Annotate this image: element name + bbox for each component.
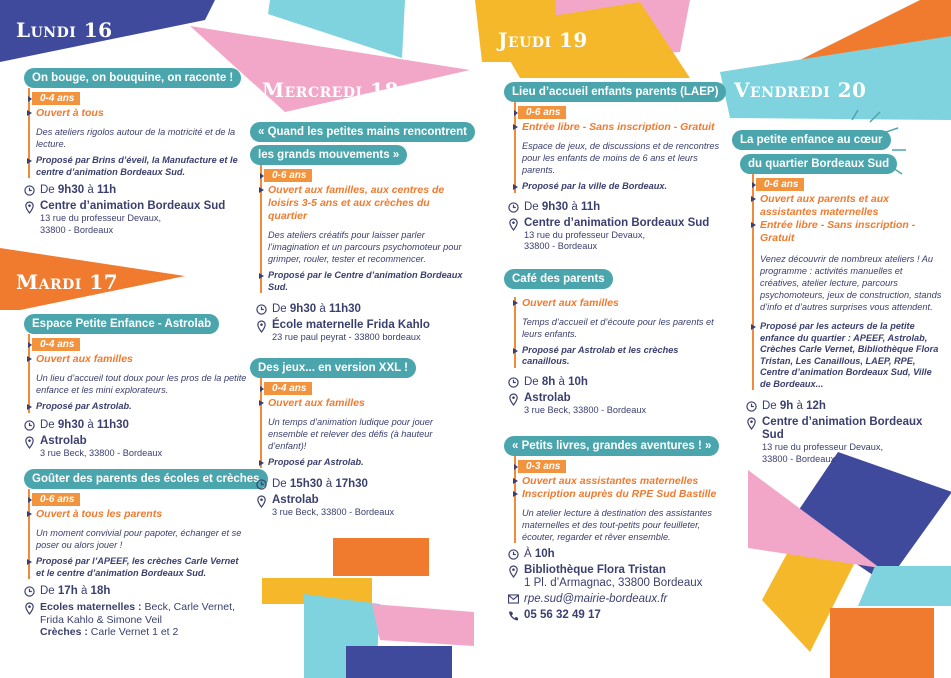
description: Temps d’accueil et d’écoute pour les parents et leurs enfants. <box>522 316 714 339</box>
audience: Ouvert aux parents et aux assistantes maternelles <box>760 193 942 219</box>
clock-icon <box>508 549 519 560</box>
schools-value: Beck, Carle Vernet, Frida Kahlo & Simone Veil <box>40 601 235 626</box>
phone-number[interactable]: 05 56 32 49 17 <box>524 609 601 621</box>
description: Venez découvrir de nombreux ateliers ! Au programme : activités manuelles et créatives, atelier lecture, parcours psychomoteurs, jeux de construction, stands d’info et d’autres surprises vous attendent. <box>760 254 942 312</box>
address-line2: 33800 - Bordeaux <box>40 224 114 235</box>
location-pin-icon <box>508 565 519 578</box>
audience: Ouvert à tous les parents <box>36 508 248 521</box>
vendredi-title-line1: La petite enfance au cœur <box>732 130 891 150</box>
location-row <box>746 416 942 465</box>
description: Un lieu d’accueil tout doux pour les pros de la petite enfance et les mini explorateurs. <box>36 373 247 395</box>
day-title-lundi: Lundi 16 <box>16 18 113 42</box>
schools-label: Ecoles maternelles : <box>40 601 142 613</box>
phone-icon <box>508 610 519 622</box>
day-title-mardi: Mardi 17 <box>16 270 119 294</box>
location-row <box>24 601 248 639</box>
vendredi-title-line2: du quartier Bordeaux Sud <box>740 154 897 174</box>
age-badge: 0-4 ans <box>32 338 80 351</box>
clock-icon <box>24 420 35 431</box>
day-title-vendredi: Vendredi 20 <box>734 78 867 102</box>
age-badge: 0-4 ans <box>264 382 312 395</box>
mardi-event1 <box>24 334 248 413</box>
proposed-by: Proposé par Astrolab. <box>36 401 248 413</box>
location-row <box>24 435 248 460</box>
email-row <box>508 593 724 605</box>
mercredi-event1-title-line2: les grands mouvements » <box>250 145 407 165</box>
clock-icon <box>24 185 35 196</box>
time-row: De 8h à 10h <box>508 376 724 388</box>
mardi-event1-title: Espace Petite Enfance - Astrolab <box>24 314 219 334</box>
audience: Ouvert aux familles <box>268 397 470 410</box>
audience: Ouvert aux familles <box>36 353 248 366</box>
envelope-icon <box>508 594 519 604</box>
address-line2: 33800 - Bordeaux <box>762 453 836 464</box>
location-row <box>508 392 724 417</box>
place-name: Centre d’animation Bordeaux Sud <box>524 216 710 229</box>
age-badge: 0-3 ans <box>518 460 566 473</box>
address-line1: 13 rue du professeur Devaux, <box>40 213 162 223</box>
proposed-by: Proposé par Astrolab et les crèches canaillous. <box>522 345 724 368</box>
audience: Ouvert à tous <box>36 107 244 120</box>
age-badge: 0-6 ans <box>32 493 80 506</box>
clock-icon <box>256 304 267 315</box>
lundi-event-title: On bouge, on bouquine, on raconte ! <box>24 68 241 88</box>
time-row: De 9h à 12h <box>746 400 942 412</box>
time-row: De 9h30 à 11h <box>24 184 244 196</box>
bottom-navy-rect <box>346 646 452 678</box>
address-line1: 1 Pl. d’Armagnac, 33800 Bordeaux <box>524 577 703 589</box>
jeudi-event2 <box>510 297 724 368</box>
place-name: Astrolab <box>40 434 87 447</box>
jeudi-column <box>504 82 724 622</box>
location-pin-icon <box>508 393 519 406</box>
entry-info: Entrée libre - Sans inscription - Gratuit <box>760 219 942 245</box>
mercredi-event1 <box>256 165 470 293</box>
location-pin-icon <box>24 602 35 615</box>
jeudi-event2-title: Café des parents <box>504 269 613 289</box>
audience: Ouvert aux assistantes maternelles <box>522 475 724 488</box>
vendredi-event <box>748 174 942 390</box>
audience: Ouvert aux familles, aux centres de loisirs 3-5 ans et aux crèches du quartier <box>268 184 470 223</box>
location-row <box>256 494 470 519</box>
vendredi-column <box>732 130 942 465</box>
time-row: De 9h30 à 11h30 <box>24 419 248 431</box>
description: Un temps d’animation ludique pour jouer ensemble et relever des défis (à hauteur d’enfant)! <box>268 416 433 451</box>
clock-icon <box>508 377 519 388</box>
clock-icon <box>24 586 35 597</box>
location-row <box>508 564 724 589</box>
lundi-event <box>24 88 244 178</box>
mercredi-column <box>250 122 470 519</box>
proposed-by: Proposé par Brins d’éveil, la Manufacture et le centre d’animation Bordeaux Sud. <box>36 155 244 178</box>
age-badge: 0-6 ans <box>518 106 566 119</box>
jeudi-event3 <box>510 456 724 543</box>
time-row: De 17h à 18h <box>24 585 248 597</box>
day-title-jeudi: Jeudi 19 <box>498 28 588 52</box>
place-name: Astrolab <box>524 391 571 404</box>
audience: Entrée libre - Sans inscription - Gratuit <box>522 121 724 134</box>
time-row: De 9h30 à 11h30 <box>256 303 470 315</box>
age-badge: 0-6 ans <box>756 178 804 191</box>
address-line1: 3 rue Beck, 33800 - Bordeaux <box>40 447 163 458</box>
jeudi-event1 <box>510 102 724 193</box>
age-badge: 0-6 ans <box>264 169 312 182</box>
place-name: École maternelle Frida Kahlo <box>272 319 430 331</box>
creches-label: Crèches : <box>40 626 88 638</box>
place-name: Bibliothèque Flora Tristan <box>524 564 666 576</box>
time-row: À 10h <box>508 548 724 560</box>
bottom-orange-rect <box>333 538 429 576</box>
description: Un atelier lecture à destination des assistantes maternelles et des tout-petits pour feuilleter, écouter, regarder et rêver ensemble. <box>522 508 712 542</box>
description: Un moment convivial pour papoter, échanger et se poser ou alors jouer ! <box>36 528 242 550</box>
lundi-column <box>24 68 244 236</box>
registration: Inscription auprès du RPE Sud Bastille <box>522 488 724 501</box>
jeudi-event1-title: Lieu d’accueil enfants parents (LAEP) <box>504 82 726 102</box>
address-line1: 23 rue paul peyrat - 33800 bordeaux <box>272 332 421 342</box>
email-link[interactable]: rpe.sud@mairie-bordeaux.fr <box>524 593 668 605</box>
jeudi-event3-title: « Petits livres, grandes aventures ! » <box>504 436 719 456</box>
proposed-by: Proposé par l’APEEF, les crèches Carle Vernet et le centre d’animation Bordeaux Sud. <box>36 556 248 579</box>
day-title-mercredi: Mercredi 18 <box>262 78 399 102</box>
place-name: Centre d’animation Bordeaux Sud <box>40 200 226 212</box>
age-badge: 0-4 ans <box>32 92 80 105</box>
mardi-column <box>24 314 260 639</box>
creches-value: Carle Vernet 1 et 2 <box>90 626 179 638</box>
description: Des ateliers rigolos autour de la motricité et de la lecture. <box>36 127 236 149</box>
address-line2: 33800 - Bordeaux <box>524 241 598 251</box>
location-pin-icon <box>746 417 757 430</box>
proposed-by: Proposé par Astrolab. <box>268 457 470 469</box>
address-line1: 3 rue Beck, 33800 - Bordeaux <box>524 404 647 415</box>
mardi-event2-title: Goûter des parents des écoles et crèches <box>24 469 268 489</box>
location-pin-icon <box>508 218 519 231</box>
proposed-by: Proposé par le Centre d’animation Bordeaux Sud. <box>268 270 470 293</box>
address-line1: 13 rue du professeur Devaux, <box>524 229 646 240</box>
location-pin-icon <box>256 495 267 508</box>
address-line1: 13 rue du professeur Devaux, <box>762 442 884 452</box>
bottom-right-orange-shape <box>830 608 934 678</box>
description: Espace de jeux, de discussions et de rencontres pour les enfants de moins de 6 ans et leurs parents. <box>522 141 720 175</box>
mercredi-event2-title: Des jeux... en version XXL ! <box>250 358 416 378</box>
mardi-event2 <box>24 489 248 579</box>
bottom-pink-shape <box>372 604 474 646</box>
place-name: Astrolab <box>272 494 319 506</box>
proposed-by: Proposé par la ville de Bordeaux. <box>522 181 724 193</box>
address-line1: 3 rue Beck, 33800 - Bordeaux <box>272 507 395 517</box>
location-row <box>24 200 244 236</box>
mercredi-event1-title-line1: « Quand les petites mains rencontrent <box>250 122 475 142</box>
description: Des ateliers créatifs pour laisser parler l’imagination et un parcours psychomoteur pour grimper, rouler, tester et recommencer. <box>268 230 462 264</box>
location-pin-icon <box>256 320 267 333</box>
clock-icon <box>746 401 757 412</box>
proposed-by: Proposé par les acteurs de la petite enfance du quartier : APEEF, Astrolab, Crèches Carle Vernet, Bibliothèque Flora Tristan, Les Canaillous, LAEP, RPE, Centre d’animation Bordeaux Sud, Ville de Bordeaux... <box>760 321 942 390</box>
time-row: De 15h30 à 17h30 <box>256 478 470 490</box>
mercredi-event2 <box>256 378 470 469</box>
audience: Ouvert aux familles <box>522 297 724 310</box>
place-name: Centre d’animation Bordeaux Sud <box>762 416 923 441</box>
phone-row <box>508 609 724 622</box>
clock-icon <box>508 202 519 213</box>
location-row <box>256 319 470 344</box>
clock-icon <box>256 479 267 490</box>
time-row: De 9h30 à 11h <box>508 201 724 213</box>
location-pin-icon <box>24 436 35 449</box>
location-pin-icon <box>24 201 35 214</box>
location-row <box>508 217 724 253</box>
